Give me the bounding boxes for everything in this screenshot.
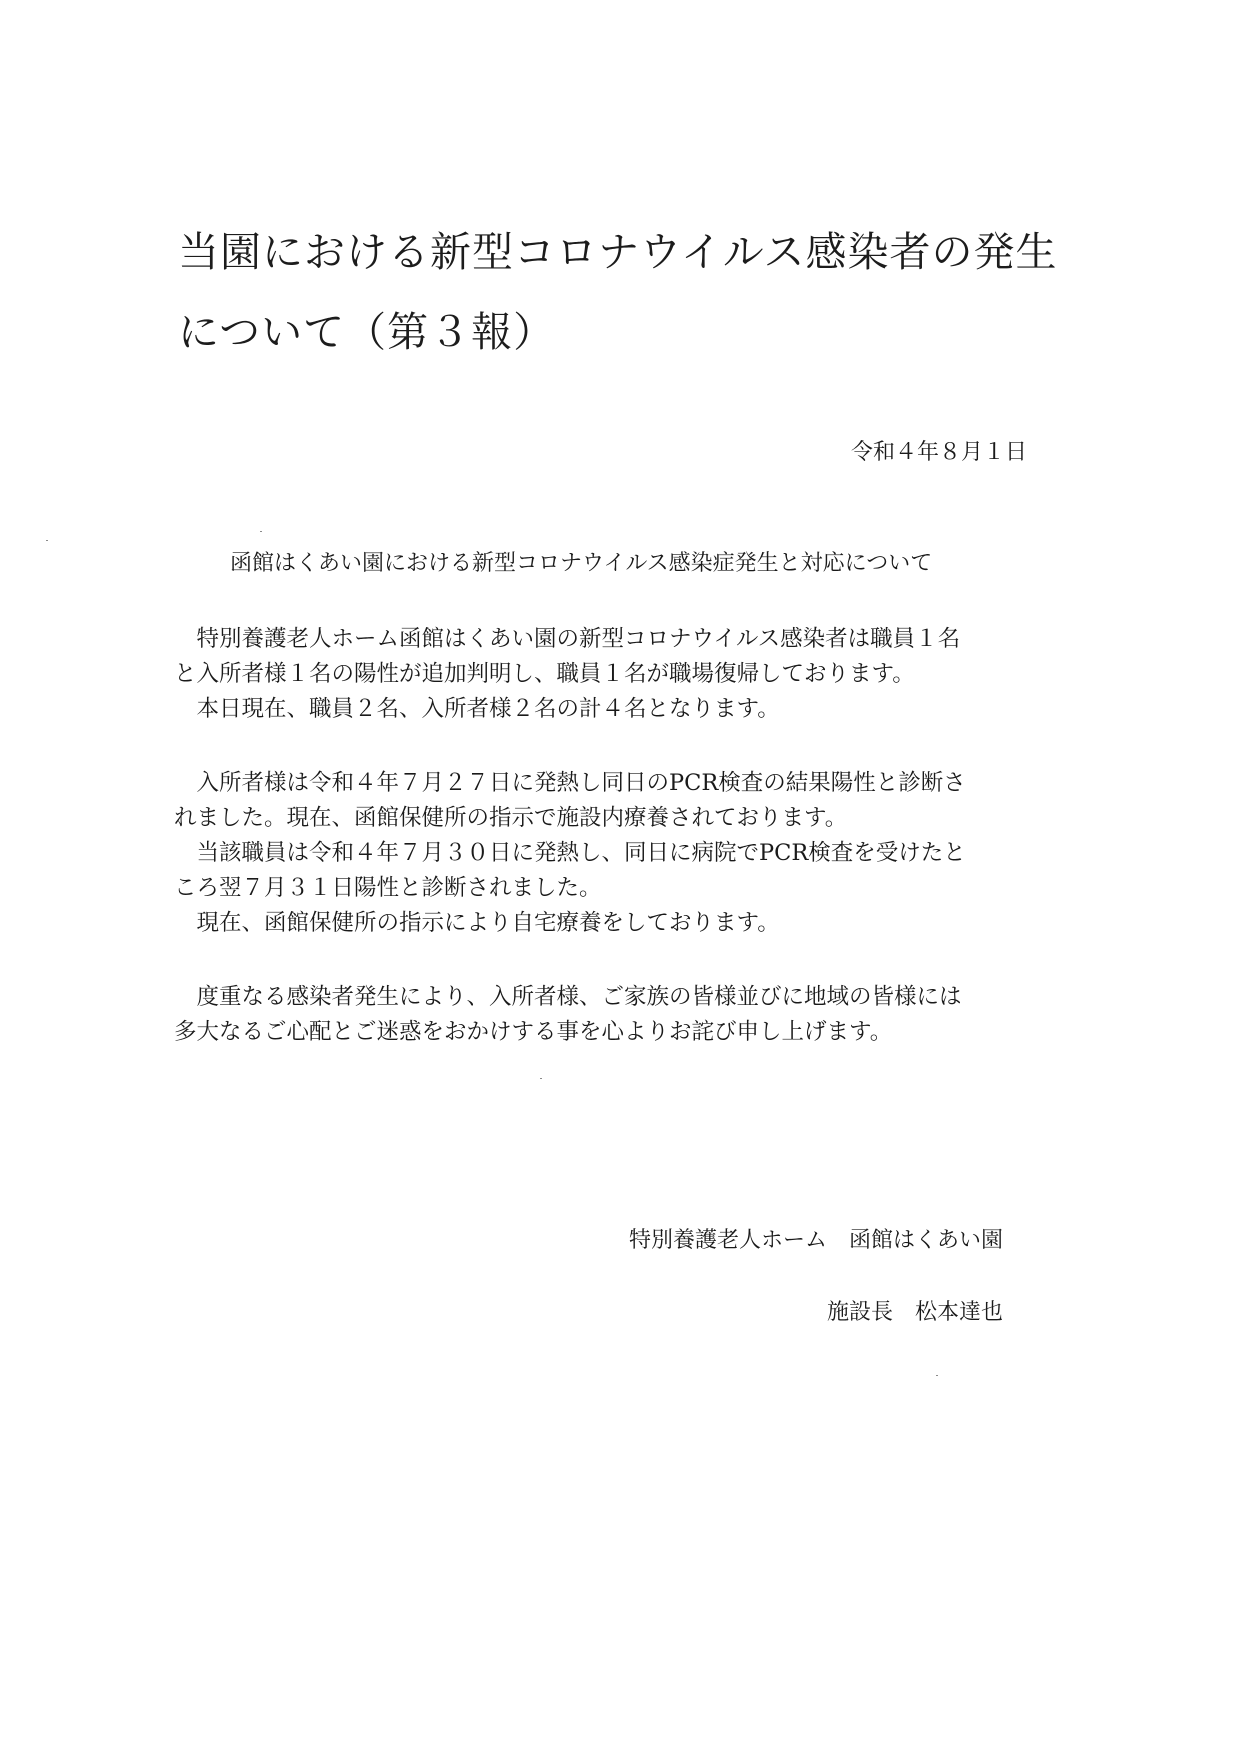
scan-speck <box>936 1375 938 1376</box>
title-line-1: 当園における新型コロナウイルス感染者の発生 <box>178 228 1058 276</box>
subject-heading: 函館はくあい園における新型コロナウイルス感染症発生と対応について <box>230 551 933 576</box>
body-line: れました。現在、函館保健所の指示で施設内療養されております。 <box>174 805 848 831</box>
body-line: と入所者様１名の陽性が追加判明し、職員１名が職場復帰しております。 <box>174 661 915 687</box>
signature-organization: 特別養護老人ホーム 函館はくあい園 <box>628 1228 1003 1253</box>
body-line: 現在、函館保健所の指示により自宅療養をしております。 <box>196 910 780 936</box>
paragraph-case-update <box>174 622 1074 727</box>
scan-speck <box>540 1078 542 1079</box>
scan-speck <box>46 540 48 541</box>
document-title <box>178 212 1078 372</box>
signature-director: 施設長 松本達也 <box>826 1300 1003 1325</box>
body-line: ころ翌７月３１日陽性と診断されました。 <box>174 875 602 901</box>
scan-speck <box>260 531 262 532</box>
body-line: 本日現在、職員２名、入所者様２名の計４名となります。 <box>196 696 780 722</box>
body-line: 多大なるご心配とご迷惑をおかけする事を心よりお詫び申し上げます。 <box>174 1019 893 1045</box>
issue-date: 令和４年８月１日 <box>850 440 1027 465</box>
paragraph-apology <box>174 980 1074 1050</box>
title-line-2: について（第３報） <box>178 308 556 356</box>
body-line: 特別養護老人ホーム函館はくあい園の新型コロナウイルス感染者は職員１名 <box>196 626 961 652</box>
notice-body <box>174 622 1074 1089</box>
paragraph-case-details <box>174 766 1074 941</box>
body-line: 度重なる感染者発生により、入所者様、ご家族の皆様並びに地域の皆様には <box>196 984 962 1010</box>
body-line: 当該職員は令和４年７月３０日に発熱し、同日に病院でPCR検査を受けたと <box>196 840 966 866</box>
body-line: 入所者様は令和４年７月２７日に発熱し同日のPCR検査の結果陽性と診断さ <box>196 770 966 796</box>
